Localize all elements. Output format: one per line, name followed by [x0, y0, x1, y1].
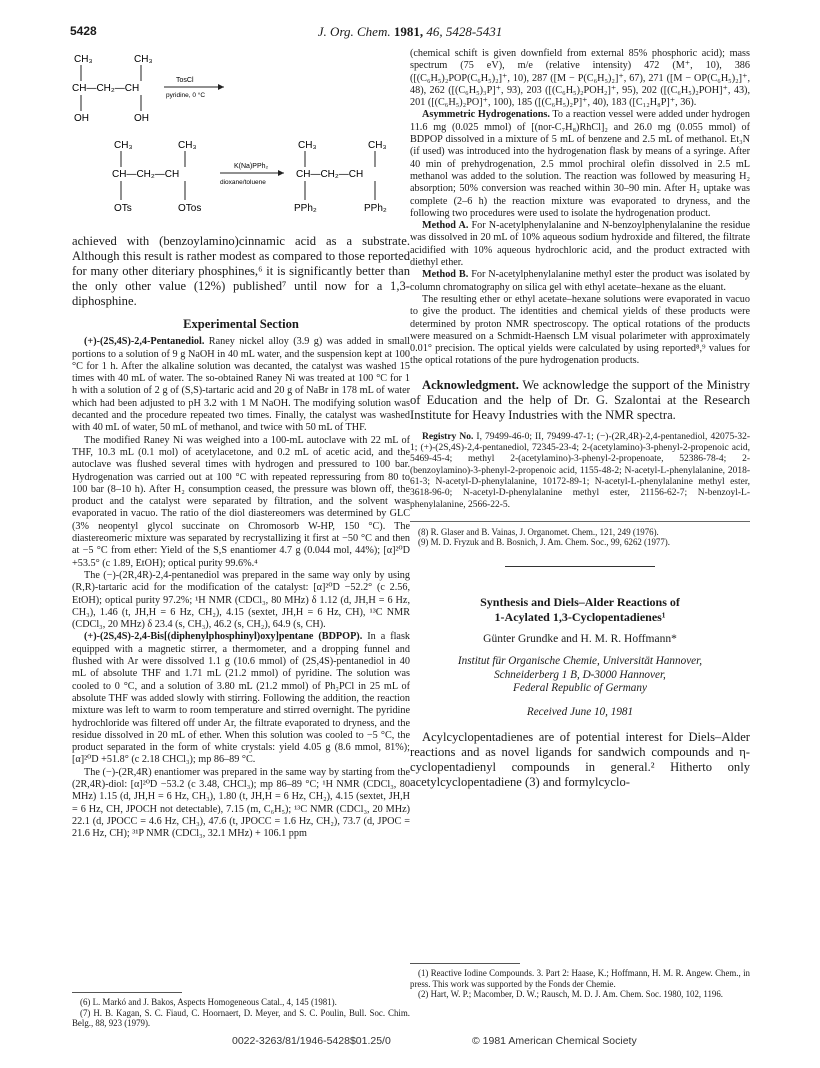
- r1-chain: CH—CH₂—CH: [72, 83, 140, 94]
- acknowledgment: [410, 378, 750, 423]
- paragraph-head: (+)-(2S,4S)-2,4-Bis[(diphenylphosphinyl)oxy]pentane (BDPOP).: [84, 631, 363, 643]
- p-ch3-b: CH₃: [368, 140, 387, 151]
- footnote-rule: [410, 963, 520, 964]
- paragraph-enantiomer: The (−)-(2R,4R)-2,4-pentanediol was prepared in the same way only by using (R,R)-tartaric acid for the modification of the catalyst: [α]²⁰D −52.2° (c 2.56, EtOH); optical purity 97.2%; ¹H NMR (CDCl₃, 80 MHz) δ 1.12 (d, JH,H = 6 Hz, CH₃), 1.46 (t, JH,H = 6 Hz, CH₂), 4.15 (sextet, JH,H = 6 Hz, CH), ¹³C NMR (CDCl₃, 20 MHz) δ 23.4 (s, CH₃), 46.2 (s, CH₂), 64.9 (s, CH).: [72, 569, 410, 631]
- reference-9: (9) M. D. Fryzuk and B. Bosnich, J. Am. Chem. Soc., 99, 6262 (1977).: [418, 537, 670, 548]
- r1-reagent-top: TosCl: [176, 77, 194, 84]
- paragraph-head: Method B.: [422, 269, 469, 281]
- institution-line-2: Schneiderberg 1 B, D-3000 Hannover,: [494, 668, 666, 681]
- r1-oh-b: OH: [134, 113, 149, 124]
- paragraph-method-a: [410, 220, 750, 269]
- paragraph-method-b: [410, 269, 750, 294]
- institution-line-3: Federal Republic of Germany: [513, 682, 647, 695]
- ack-head: Acknowledgment.: [422, 377, 519, 392]
- paragraph-head: (+)-(2S,4S)-2,4-Pentanediol.: [84, 336, 205, 348]
- registry-body: I, 79499-46-0; II, 79499-47-1; (−)-(2R,4R)-2,4-pentanediol, 42075-32-1; (+)-(2S,4S)-2,4-pentanediol, 72345-23-4; 2-(acetylamino)-3-phenyl-2-propenoic acid, 5469-45-4; methyl 2-(acetylamino)-3-phenyl-2-propenoate, 52386-78-4; 2-(benzoylamino)-3-phenyl-2-propenoic acid, 1155-48-2; N-acetyl-L-phenylalanine, 2018-61-3; N-acetyl-D-phenylalanine, 10172-89-1; N-acetyl-L-phenylalanine methyl ester, 3618-96-0; N-acetyl-D-phenylalanine methyl ester, 21156-62-7; N-benzoyl-L-phenylalanine, 2566-22-5.: [410, 431, 751, 510]
- institution: [410, 655, 750, 695]
- paragraph-hydrogenations: [410, 109, 750, 220]
- journal-citation: [70, 24, 750, 40]
- issn-code: 0022-3263/81/1946-5428$01.25/0: [232, 1035, 391, 1047]
- p-ch3-a: CH₃: [298, 140, 317, 151]
- r2-reagent-top: K(Na)PPh₂: [234, 163, 269, 170]
- r2-ots-a: OTs: [114, 203, 132, 214]
- left-footnotes: [72, 992, 410, 1029]
- paragraph-pentanediol: [72, 336, 410, 434]
- paragraph-body: For N-acetylphenylalanine methyl ester the product was isolated by column chromatography on silica gel with ethyl acetate–hexane as the eluant.: [410, 269, 750, 293]
- p-pph2-a: PPh₂: [294, 203, 317, 214]
- section-title: Experimental Section: [183, 317, 299, 331]
- paragraph-products: The resulting ether or ethyl acetate–hexane solutions were evaporated in vacuo to give the product. The identities and chemical yields of these products were determined by proton NMR spectroscopy. The optical rotations of the products were measured on a Schmidt-Haensch LM visual polarimeter with approximately 0.01° precision. The optical yields were calculated by using reported⁸,⁹ values for the optical rotations of the pure hydrogenation products.: [410, 293, 750, 367]
- right-footnotes: [410, 963, 750, 1000]
- registry-numbers: [410, 432, 750, 511]
- institution-line-1: Institut für Organische Chemie, Universität Hannover,: [457, 655, 703, 668]
- paragraph-body: Raney nickel alloy (3.9 g) was added in small portions to a solution of 9 g NaOH in 40 mL water, and the suspension kept at 100 °C for 1 h. After the alkaline solution was decanted, the catalyst was washed 15 times with 40 mL of water. The so-obtained Raney Ni was treated at 100 °C for 1 h with a solution of 2 g of (S,S)-tartaric acid and 20 g of NaBr in 178 mL of water which had been adjusted to pH 3.2 with 1 M NaOH. The modifying solution was decanted and the procedure repeated two times. Finally, the catalyst was washed with 40 mL of water, 50 mL of methanol, and twice with 50 mL of THF.: [72, 336, 410, 434]
- r1-ch3-b: CH₃: [134, 54, 153, 65]
- intro-paragraph: achieved with (benzoylamino)cinnamic acid as a substrate. Although this result is rather modest as compared to those reported for many other diteriary phosphines,⁶ it is significantly better than the only other value (12%) published⁷ until now for a 1,3-diphosphine.: [72, 234, 410, 308]
- running-header: [70, 24, 750, 42]
- footnote-1: (1) Reactive Iodine Compounds. 3. Part 2: Haase, K.; Hoffmann, H. M. R. Angew. Chem., in press. This work was supported by the Fonds der Chemie.: [410, 968, 750, 989]
- title-line-2: 1-Acylated 1,3-Cyclopentadienes¹: [494, 609, 666, 624]
- journal-name: J. Org. Chem.: [317, 24, 391, 39]
- paragraph-autoclave: The modified Raney Ni was weighed into a 100-mL autoclave with 22 mL of THF, 10.3 mL (0.1 mol) of acetylacetone, and 0.2 mL of acetic acid, and the autoclave was flushed several times with hydrogen and pressured to 100 bar. Hydrogenation was carried out at 100 °C with repeated repressuring from 80 to 100 bar (8–10 h). After H₂ consumption ceased, the pressure was blown off, the product and the catalyst were separated by filtration, and the solvent was evaporated in vacuo. The ratio of the diol diastereomers was determined by GLC (3% neopentyl glycol succinate on Chromosorb W-HP, 150 °C). The diastereomeric mixture was separated by recrystallizing it first at −50 °C and then at −5 °C from ether: Yield of the S,S enantiomer 4.7 g (0.044 mol, 44%); [α]²⁰D +53.5° (c 1.89, EtOH); optical purity 99.6%.⁴: [72, 434, 410, 569]
- authors: Günter Grundke and H. M. R. Hoffmann*: [483, 632, 677, 645]
- references-8-9: [410, 521, 750, 548]
- journal-volume: 46,: [426, 24, 443, 39]
- paragraph-head: Asymmetric Hydrogenations.: [422, 109, 550, 121]
- left-column: [72, 48, 410, 840]
- r2-chain: CH—CH₂—CH: [112, 169, 180, 180]
- article-separator: [505, 566, 655, 567]
- footnote-6: (6) L. Markó and J. Bakos, Aspects Homogeneous Catal., 4, 145 (1981).: [80, 997, 337, 1007]
- r2-reagent-bottom: dioxane/toluene: [220, 179, 266, 186]
- received-date: Received June 10, 1981: [526, 705, 634, 718]
- paragraph-body: For N-acetylphenylalanine and N-benzoylphenylalanine the residue was dissolved in 20 mL of 10% aqueous sodium hydroxide and filtered, the filtrate acidified with 10% aqueous hydrochloric acid, and the product extracted with diethyl ether.: [410, 220, 751, 269]
- page-number: 5428: [70, 24, 97, 38]
- journal-year: 1981,: [393, 24, 424, 39]
- copyright: © 1981 American Chemical Society: [472, 1035, 637, 1047]
- reference-8: (8) R. Glaser and B. Vainas, J. Organomet. Chem., 121, 249 (1976).: [418, 526, 659, 537]
- paragraph-bdpop-enantiomer: The (−)-(2R,4R) enantiomer was prepared in the same way by starting from the (2R,4R)-diol: [α]²⁰D −53.2 (c 3.48, CHCl₃); mp 86–89 °C; ¹H NMR (CDCl₃, 80 MHz) 1.15 (d, JH,H = 6 Hz, CH₃), 1.80 (t, JH,H = 6 Hz, CH₂), 4.15 (sextet, JH,H = 6 Hz, CH, JPOCH not detectable), 7.15 (m, C₆H₅); ¹³C NMR (CDCl₃, 20 MHz) 22.1 (d, JPOCC = 4.6 Hz, CH₃), 47.6 (t, JPOCC = 1.6 Hz, CH₂), 73.7 (d, JPOC = 21.6 Hz, CH); ³¹P NMR (CDCl₃, 32.1 MHz) + 106.1 ppm: [72, 766, 410, 840]
- footnote-7: (7) H. B. Kagan, S. C. Fiaud, C. Hoornaert, D. Meyer, and S. C. Poulin, Bull. Soc. Chim. Belg., 88, 923 (1979).: [72, 1007, 410, 1029]
- paragraph-body: To a reaction vessel were added under hydrogen 11.6 mg (0.025 mmol) of [(nor-C₇H₈)RhCl]₂ and 26.0 mg (0.055 mmol) of BDPOP dissolved in a mixture of 5 mL of benzene and 2.5 mL of methanol. Et₃N (if used) was introduced into the hydrogenation flask by means of a syringe. After 40 min of prehydrogenation, 2.5 mmol prochiral olefin dissolved in 2.5 mL methanol was added to the solution. The reaction was followed by measuring H₂ absorption; 50% conversion was reached within 30–90 min. After H₂ uptake was complete (2–6 h) the reaction mixture was evaporated to dryness, and the following two procedures were used to isolate the hydrogenation product.: [410, 109, 750, 219]
- scheme-drawing: [72, 48, 410, 234]
- ack-body: We acknowledge the support of the Ministry of Education and the help of Dr. G. Szalontai at the Research Institute for Heavy Industries with the NMR spectra.: [410, 377, 750, 422]
- right-column: [410, 48, 750, 790]
- journal-pages: 5428-5431: [445, 24, 503, 39]
- r1-oh-a: OH: [74, 113, 89, 124]
- r1-reagent-bottom: pyridine, 0 °C: [166, 92, 206, 99]
- r2-ch3-b: CH₃: [178, 140, 197, 151]
- paragraph-bdpop: [72, 631, 410, 766]
- paragraph-body: In a flask equipped with a magnetic stirrer, a thermometer, and a dropping funnel and flushed with Ar were dissolved 1.1 g (10.6 mmol) of (2S,4S)-pentanediol in 40 mL of absolute THF and 1.71 mL (21.2 mmol) of pyridine. The solution was cooled to 0 °C, and a solution of 3.80 mL (21.2 mmol) of Ph₂PCl in 25 mL of absolute THF was added slowly with stirring. Following the addition, the reaction mixture was left to warm to room temperature and stirred overnight. The pyridine hydrochloride was filtered off under Ar, the filtrate evaporated to dryness, and the residue dissolved in 20 mL of ether. When this solution was cooled to −5 °C, the product separated in the form of white crystals: yield 4.05 g (8.6 mmol, 81%); [α]²⁰D +51.8° (c 2.18 CHCl₃); mp 86–89 °C.: [72, 631, 411, 766]
- footnote-rule: [72, 992, 182, 993]
- footnote-2: (2) Hart, W. P.; Macomber, D. W.; Rausch, M. D. J. Am. Chem. Soc. 1980, 102, 1196.: [418, 989, 723, 1000]
- reaction-scheme: [72, 48, 410, 234]
- paragraph-head: Method A.: [422, 220, 469, 232]
- paragraph-mass-spec: (chemical schift is given downfield from external 85% phosphoric acid); mass spectrum (75 eV), m/e (relative intensity) 472 (M⁺, 10), 386 ([(C₆H₅)₂POP(C₆H₅)₂]⁺, 10), 287 ([M − P(C₆H₅)₂]⁺, 67), 271 ([M − OP(C₆H₅)₂]⁺, 48), 262 ([(C₆H₅)₃P]⁺, 93), 203 ([(C₆H₅)₂POH₂]⁺, 95), 202 ([(C₆H₅)₂POH]⁺, 43), 201 ([(C₆H₅)₂PO]⁺, 100), 185 ([(C₆H₅)₂P]⁺, 40), 183 ([C₁₂H₈P]⁺, 36).: [410, 48, 750, 109]
- r2-ots-b: OTos: [178, 203, 202, 214]
- r2-ch3-a: CH₃: [114, 140, 133, 151]
- title-line-1: Synthesis and Diels–Alder Reactions of: [480, 594, 680, 609]
- registry-head: Registry No.: [422, 431, 474, 442]
- p-pph2-b: PPh₂: [364, 203, 387, 214]
- p-chain: CH—CH₂—CH: [296, 169, 364, 180]
- r1-ch3-a: CH₃: [74, 54, 93, 65]
- article-title: [410, 595, 750, 625]
- abstract-paragraph: Acylcyclopentadienes are of potential interest for Diels–Alder reactions and as novel ligands for sandwich compounds and η-cyclopentadienyl compounds in general.² Hitherto only acetylcyclopentadiene (3) and formylcyclo-: [410, 729, 750, 789]
